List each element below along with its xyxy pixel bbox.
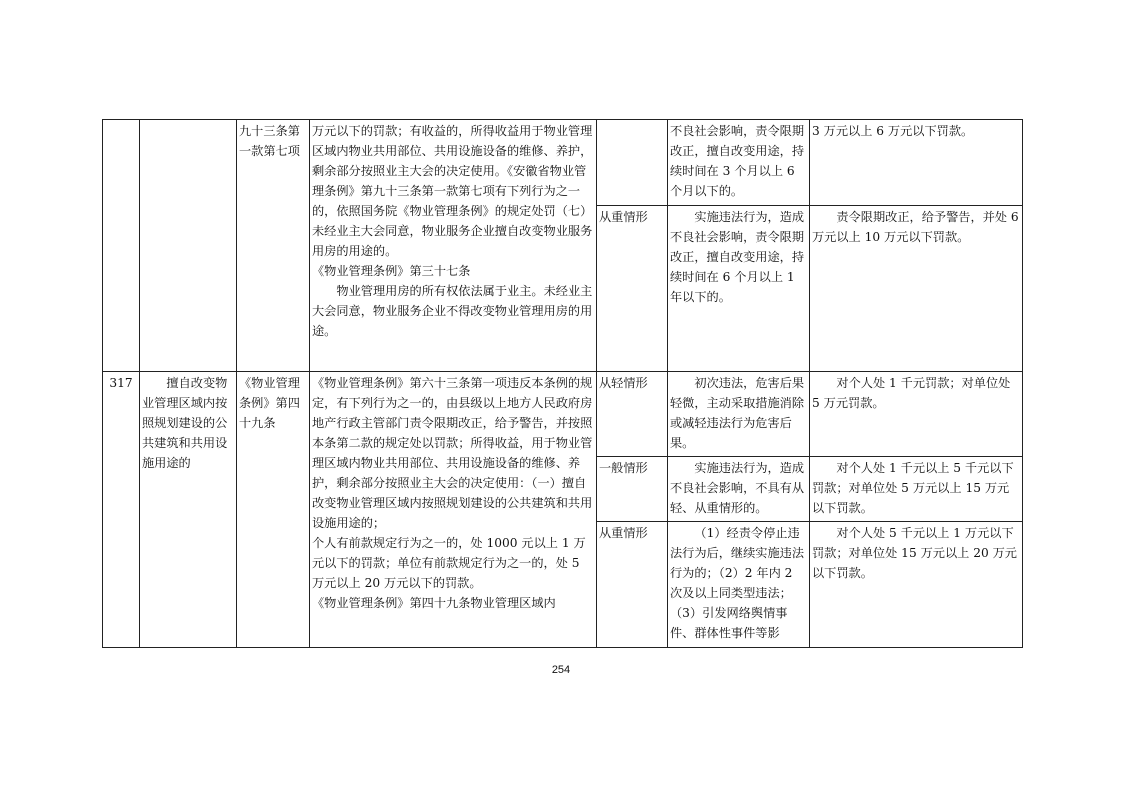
content-paragraph: 物业管理用房的所有权依法属于业主。未经业主大会同意，物业服务企业不得改变物业管理用房的用途。	[312, 284, 593, 338]
condition-cell: 实施违法行为，造成不良社会影响，责令限期改正，擅自改变用途，持续时间在 6 个月以上 1 年以下的。	[668, 206, 810, 372]
content-paragraph: 《物业管理条例》第三十七条	[312, 264, 471, 278]
penalty-cell: 对个人处 1 千元罚款；对单位处 5 万元罚款。	[810, 372, 1023, 457]
legal-basis-cell: 九十三条第一款第七项	[237, 120, 310, 372]
level-label-cell: 从重情形	[597, 522, 668, 648]
level-label-cell: 从轻情形	[597, 372, 668, 457]
penalty-cell: 责令限期改正，给予警告，并处 6 万元以上 10 万元以下罚款。	[810, 206, 1023, 372]
condition-cell: （1）经责令停止违法行为后，继续实施违法行为的；（2）2 年内 2 次及以上同类型违法；（3）引发网络舆情事件、群体性事件等影	[668, 522, 810, 648]
level-label-cell: 从重情形	[597, 206, 668, 372]
penalty-cell: 对个人处 1 千元以上 5 千元以下罚款；对单位处 5 万元以上 15 万元以下罚款。	[810, 457, 1023, 522]
table-row	[103, 120, 1023, 206]
condition-cell: 实施违法行为，造成不良社会影响，不具有从轻、从重情形的。	[668, 457, 810, 522]
table-row	[103, 372, 1023, 457]
item-name-cell	[140, 120, 237, 372]
penalty-cell: 对个人处 5 千元以上 1 万元以下罚款；对单位处 15 万元以上 20 万元以下罚款。	[810, 522, 1023, 648]
content-paragraph: 《物业管理条例》第四十九条物业管理区域内	[312, 596, 556, 610]
penalty-cell: 3 万元以上 6 万元以下罚款。	[810, 120, 1023, 206]
item-number-cell: 317	[103, 372, 140, 648]
level-label-cell	[597, 120, 668, 206]
page-number: 254	[551, 664, 571, 676]
penalty-standards-table	[102, 119, 1023, 648]
content-paragraph: 万元以下的罚款；有收益的，所得收益用于物业管理区域内物业共用部位、共用设施设备的维修、养护，剩余部分按照业主大会的决定使用。《安徽省物业管理条例》第九十三条第一款第七项有下列行为之一的，依照国务院《物业管理条例》的规定处罚（七）未经业主大会同意，物业服务企业擅自改变物业服务用房的用途的。	[312, 124, 593, 258]
legal-content-cell	[310, 120, 597, 372]
content-paragraph: 《物业管理条例》第六十三条第一项违反本条例的规定，有下列行为之一的，由县级以上地方人民政府房地产行政主管部门责令限期改正，给予警告，并按照本条第二款的规定处以罚款；所得收益，用于物业管理区域内物业共用部位、共用设施设备的维修、养护，剩余部分按照业主大会的决定使用：（一）擅自改变物业管理区域内按照规划建设的公共建筑和共用设施用途的；	[312, 376, 593, 530]
content-paragraph: 个人有前款规定行为之一的，处 1000 元以上 1 万元以下的罚款；单位有前款规定行为之一的，处 5 万元以上 20 万元以下的罚款。	[312, 536, 586, 590]
legal-content-cell	[310, 372, 597, 648]
level-label-cell: 一般情形	[597, 457, 668, 522]
condition-cell: 不良社会影响，责令限期改正，擅自改变用途，持续时间在 3 个月以上 6 个月以下的。	[668, 120, 810, 206]
number-cell	[103, 120, 140, 372]
legal-basis-cell: 《物业管理条例》第四十九条	[237, 372, 310, 648]
condition-cell: 初次违法，危害后果轻微，主动采取措施消除或减轻违法行为危害后果。	[668, 372, 810, 457]
item-name-cell: 擅自改变物业管理区域内按照规划建设的公共建筑和共用设施用途的	[140, 372, 237, 648]
